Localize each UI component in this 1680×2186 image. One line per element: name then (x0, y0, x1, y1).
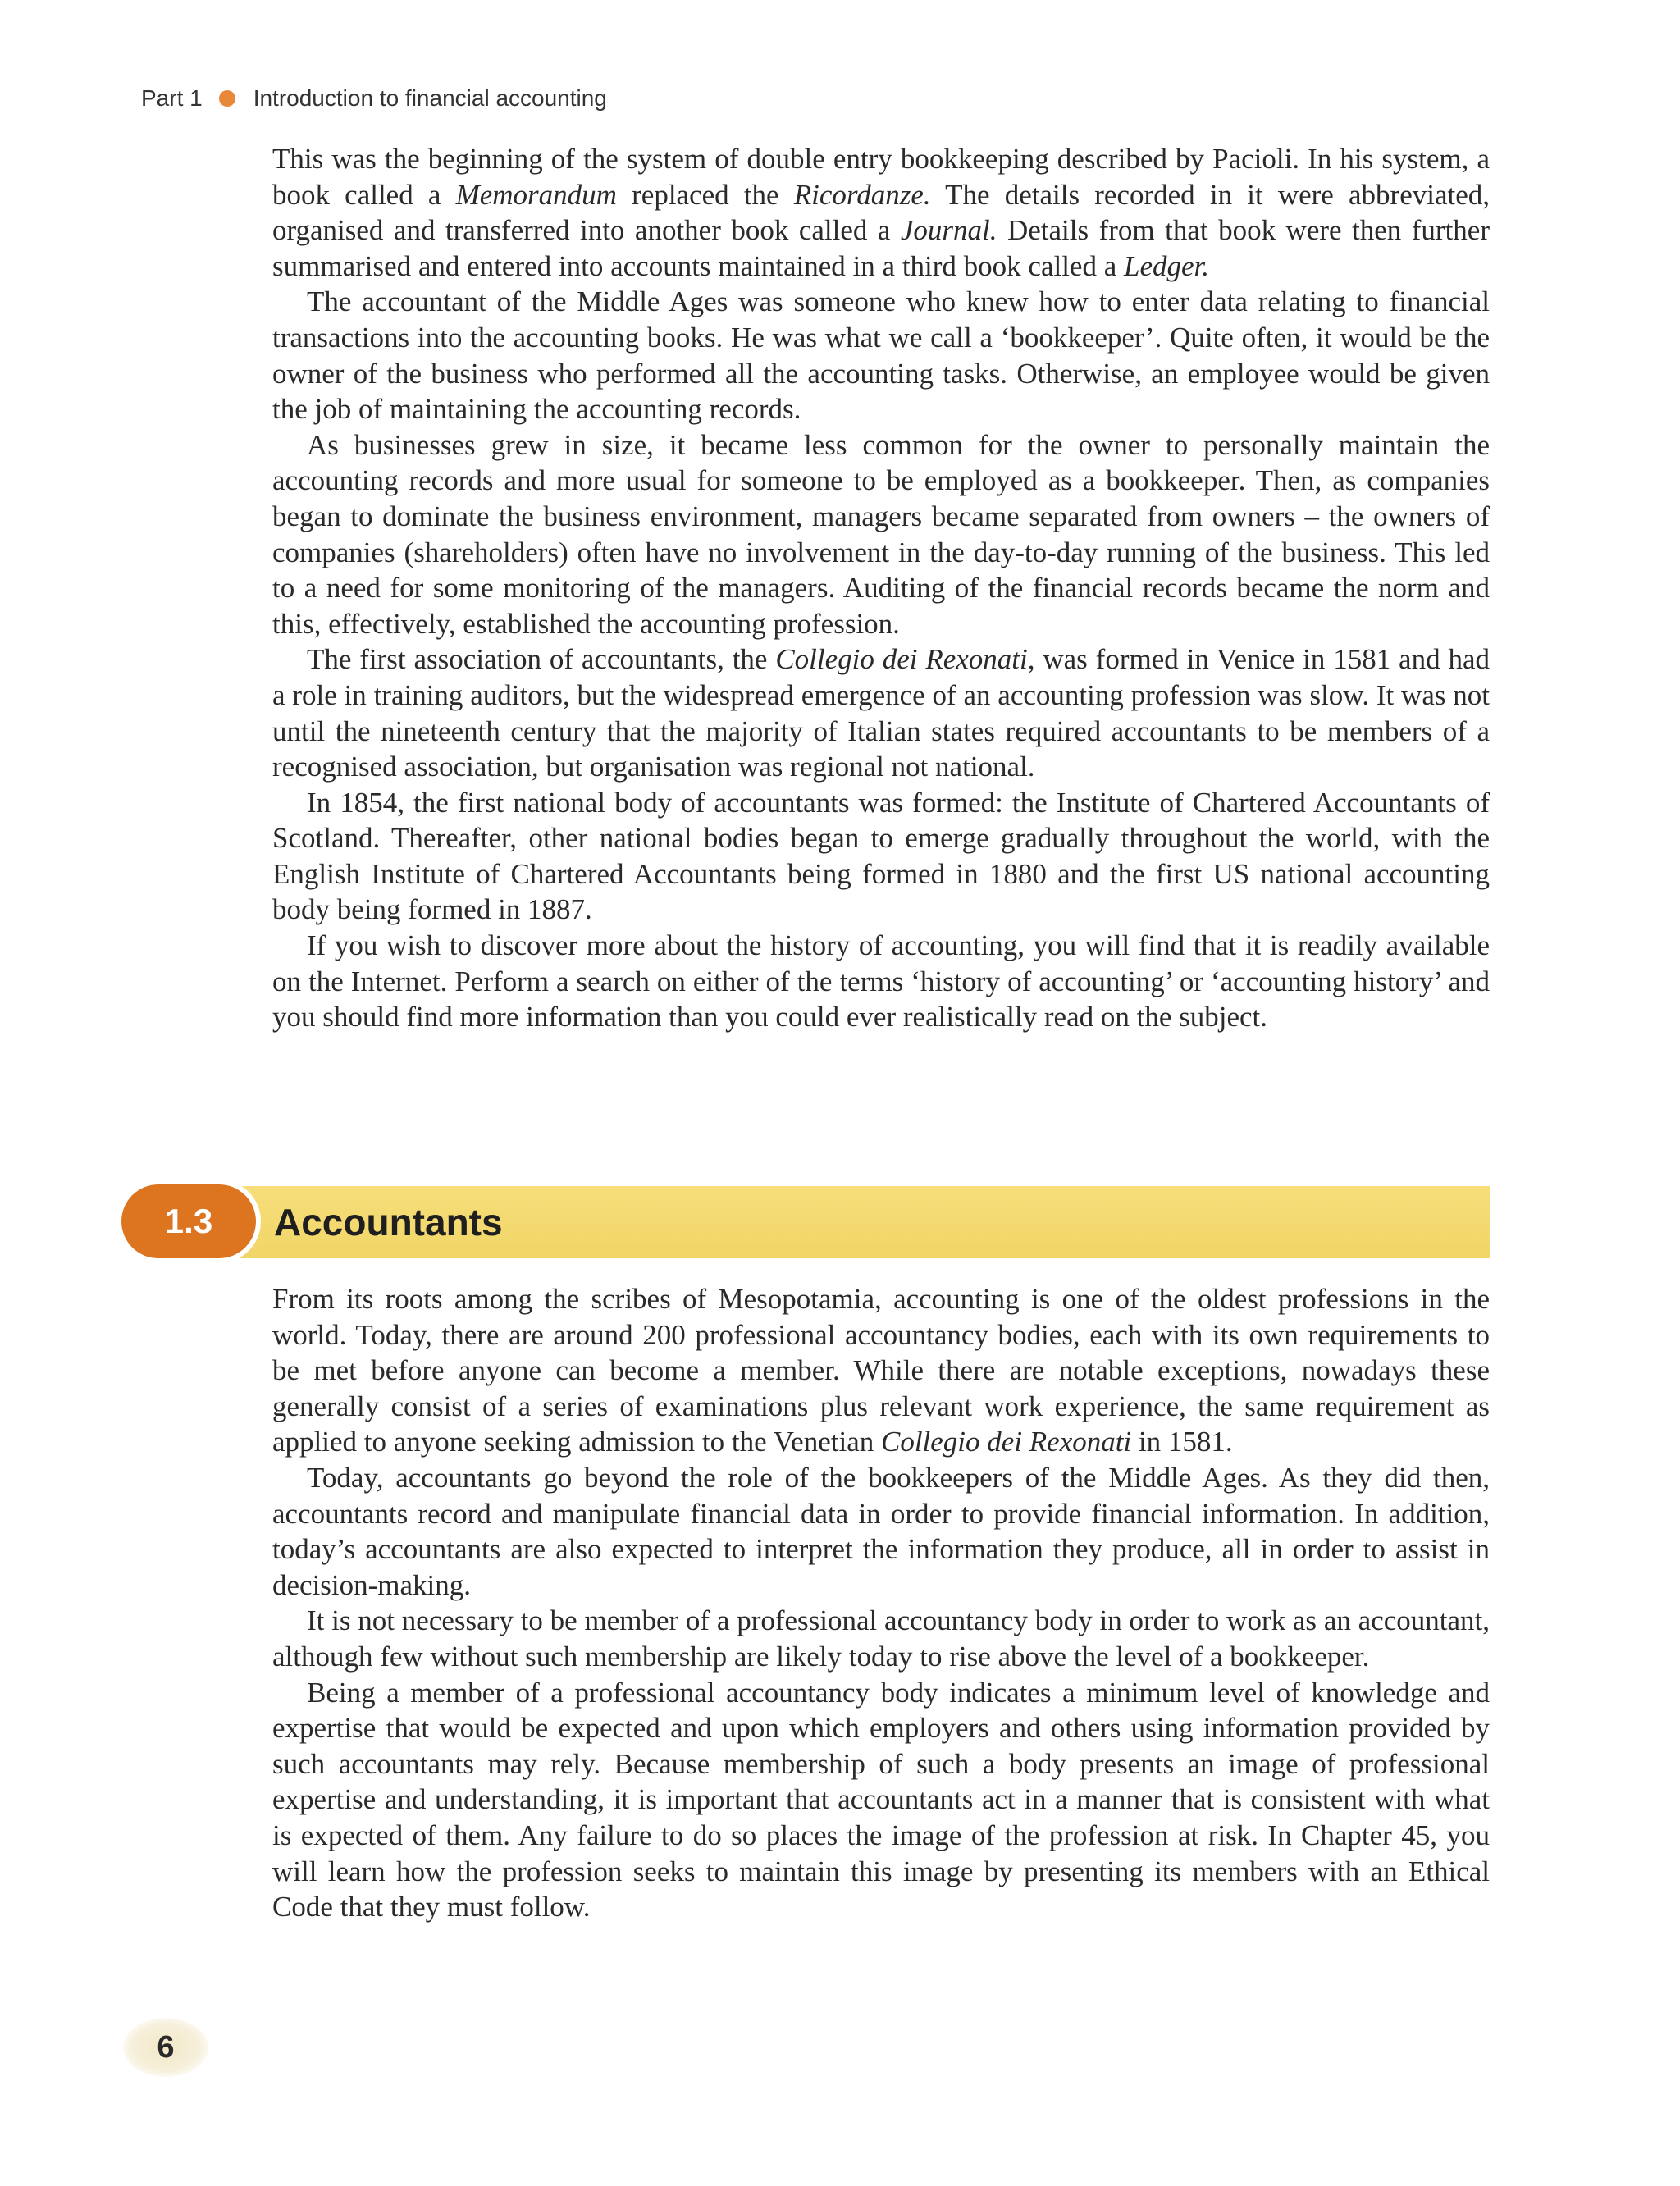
chapter-title: Introduction to financial accounting (253, 85, 607, 111)
paragraph: From its roots among the scribes of Mesopotamia, accounting is one of the oldest professions in the world. Today, there are around 200 professional accountancy bodies, each with its own requirements to be met before anyone can become a member. While there are notable exceptions, nowadays these generally consist of a series of examinations plus relevant work experience, the same requirement as applied to anyone seeking admission to the Venetian Collegio dei Rexonati in 1581. (272, 1283, 1490, 1458)
paragraph: In 1854, the first national body of accountants was formed: the Institute of Chartered Accountants of Scotland. Thereafter, other national bodies began to emerge gradually throughout the world, with the English Institute of Chartered Accountants being formed in 1880 and the first US national accounting body being formed in 1887. (272, 786, 1490, 926)
paragraph: This was the beginning of the system of double entry bookkeeping described by Pacioli. In his system, a book called a Memorandum replaced the Ricordanze. The details recorded in it were abbreviated, organised and transferred into another book called a Journal. Details from that book were then further summarised and entered into accounts maintained in a third book called a Ledger. (272, 143, 1491, 282)
paragraph: The accountant of the Middle Ages was someone who knew how to enter data relating to financial transactions into the accounting books. He was what we call a ‘bookkeeper’. Quite often, it would be the owner of the business who performed all the accounting tasks. Otherwise, an employee would be given the job of maintaining the accounting records. (272, 285, 1490, 426)
paragraph: It is not necessary to be member of a professional accountancy body in order to work as an accountant, although few without such membership are likely today to rise above the level of a bookkeeper. (272, 1604, 1490, 1673)
part-label: Part 1 (141, 85, 203, 111)
section-title: Accountants (274, 1201, 503, 1244)
section-number-badge: 1.3 (121, 1184, 256, 1258)
paragraph: If you wish to discover more about the history of accounting, you will find that it is readily available on the Internet. Perform a search on either of the terms ‘history of accounting’ or ‘accounting history’ and you should find more information than you could ever realistically read on the subject. (272, 929, 1490, 1034)
bullet-dot-icon (219, 90, 235, 107)
paragraph: Being a member of a professional accountancy body indicates a minimum level of knowledge and expertise that would be expected and upon which employers and others using information provided by such accountants may rely. Because membership of such a body presents an image of professional expertise and understanding, it is important that accountants act in a manner that is consistent with what is expected of them. Any failure to do so places the image of the profession at risk. In Chapter 45, you will learn how the profession seeks to maintain this image by presenting its members with an Ethical Code that they must follow. (272, 1676, 1490, 1924)
intro-text-block (272, 141, 1490, 1035)
paragraph: Today, accountants go beyond the role of the bookkeepers of the Middle Ages. As they did then, accountants record and manipulate financial data in order to provide financial information. In addition, today’s accountants are also expected to interpret the information they produce, all in order to assist in decision-making. (272, 1461, 1490, 1601)
section-text-block (272, 1281, 1490, 1925)
paragraph: The first association of accountants, the Collegio dei Rexonati, was formed in Venice in 1581 and had a role in training auditors, but the widespread emergence of an accounting profession was slow. It was not until the nineteenth century that the majority of Italian states required accountants to be members of a recognised association, but organisation was regional not national. (272, 643, 1490, 783)
page-number: 6 (123, 2018, 208, 2077)
paragraph: As businesses grew in size, it became less common for the owner to personally maintain the accounting records and more usual for someone to be employed as a bookkeeper. Then, as companies began to dominate the business environment, managers became separated from owners – the owners of companies (shareholders) often have no involvement in the day-to-day running of the business. This led to a need for some monitoring of the managers. Auditing of the financial records became the norm and this, effectively, established the accounting profession. (272, 428, 1490, 640)
running-head (141, 85, 607, 112)
